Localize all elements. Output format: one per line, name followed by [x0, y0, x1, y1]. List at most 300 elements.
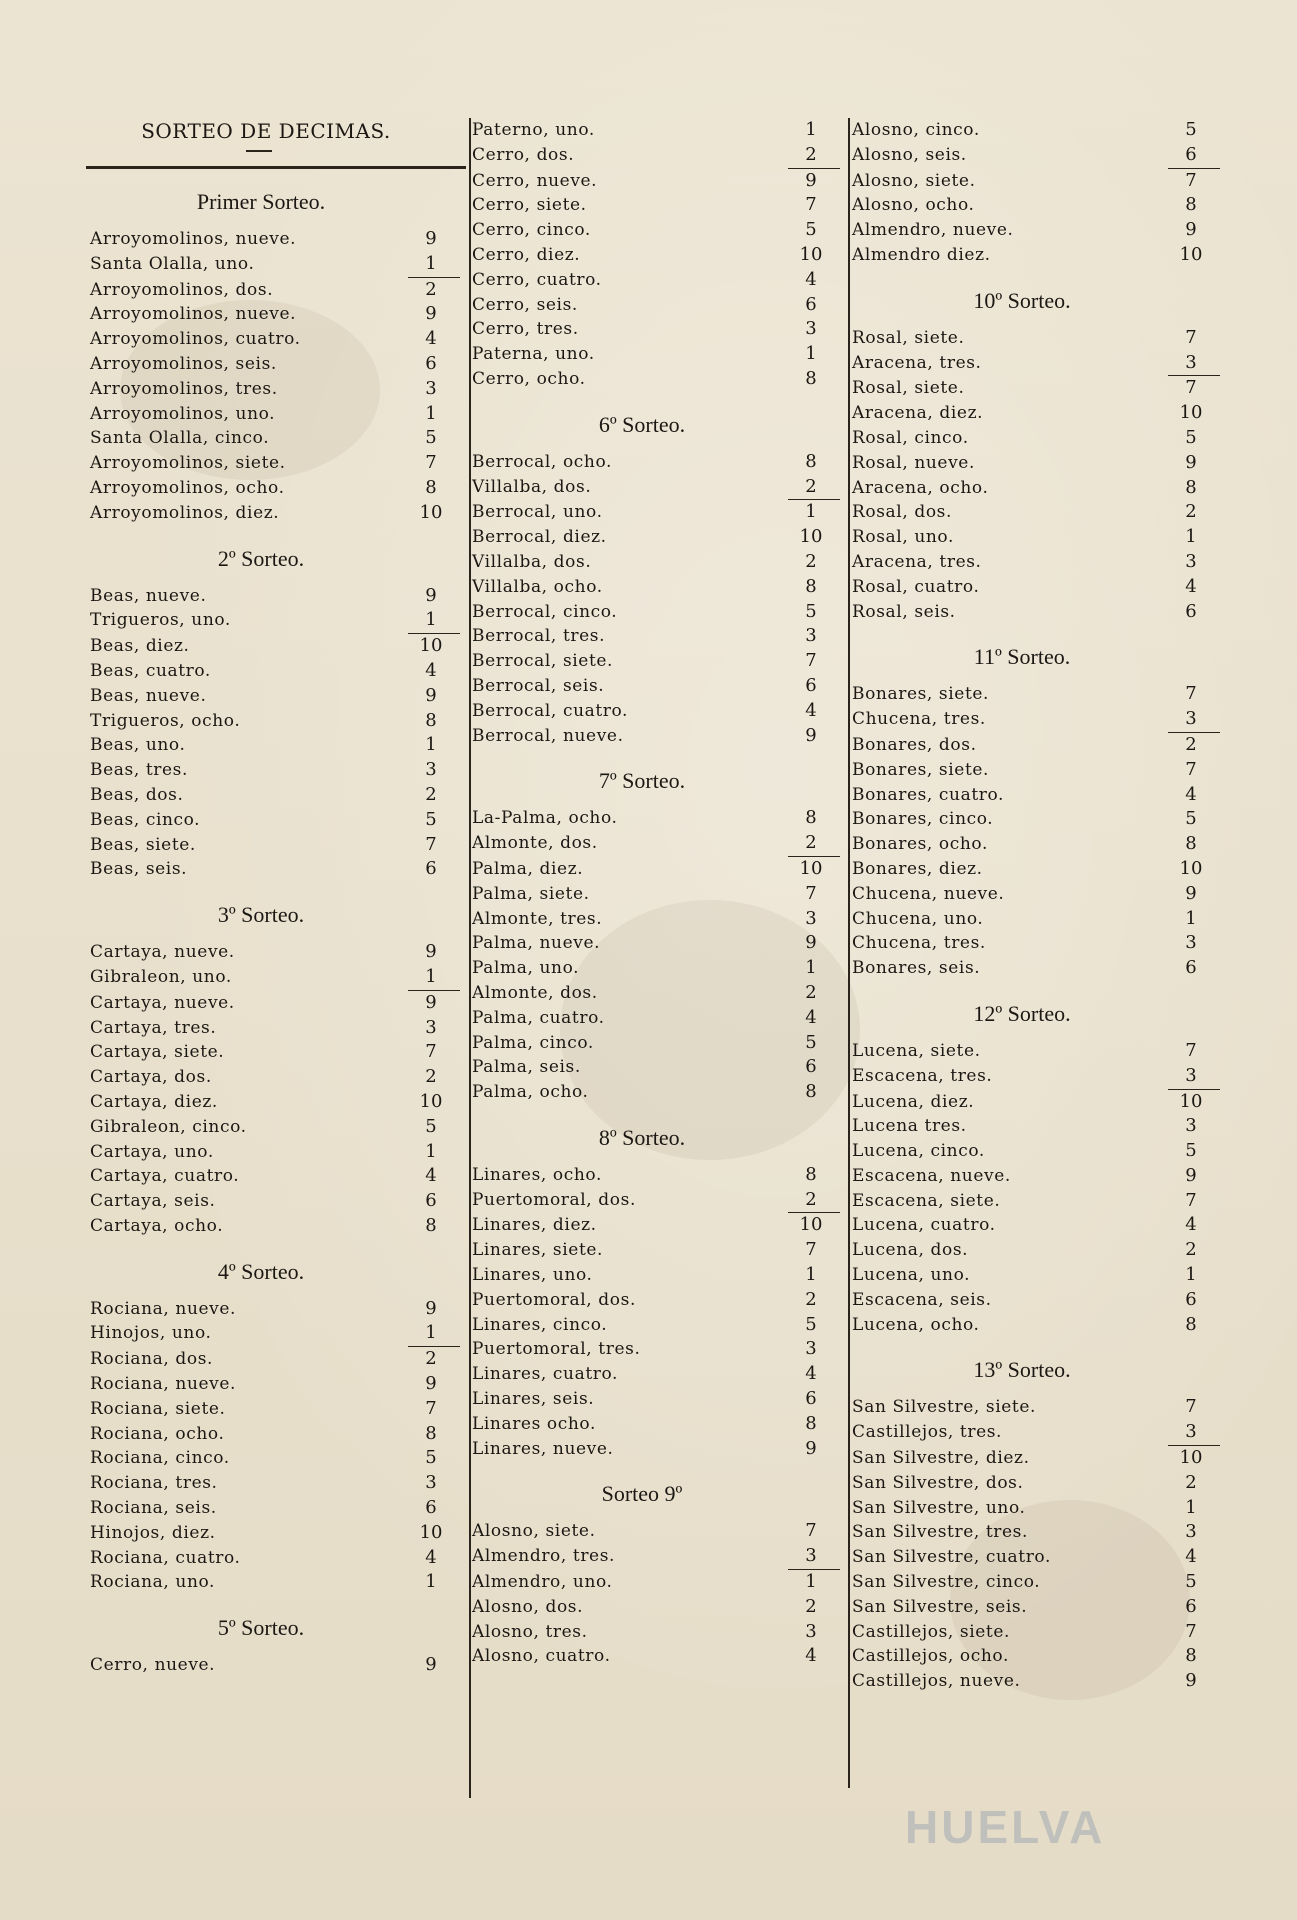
decima-number: 3 — [1185, 932, 1197, 954]
town-decima-label: Castillejos, ocho. — [852, 1646, 1009, 1667]
lottery-row — [472, 193, 842, 218]
lottery-row — [90, 940, 462, 965]
town-decima-label: Hinojos, diez. — [90, 1522, 216, 1543]
decima-number: 8 — [1185, 1645, 1197, 1667]
lottery-row — [852, 1471, 1222, 1496]
town-decima-label: Almendro, nueve. — [852, 220, 1014, 241]
lottery-row — [852, 243, 1222, 268]
town-decima-label: Rosal, cuatro. — [852, 576, 980, 597]
decima-number: 8 — [805, 450, 817, 472]
town-decima-label: San Silvestre, cinco. — [852, 1572, 1041, 1593]
town-decima-label: Cerro, ocho. — [472, 368, 586, 389]
title-rule — [86, 166, 466, 177]
lottery-row — [90, 1653, 462, 1678]
lottery-row — [90, 1546, 462, 1571]
decima-number: 9 — [425, 228, 437, 249]
town-decima-label: San Silvestre, seis. — [852, 1596, 1028, 1617]
lottery-row — [852, 218, 1222, 243]
decima-number: 4 — [425, 659, 437, 681]
lottery-row — [472, 831, 842, 856]
decima-number: 3 — [1185, 708, 1197, 730]
lottery-row — [472, 475, 842, 500]
decima-number: 1 — [425, 1140, 437, 1162]
town-decima-label: Chucena, tres. — [852, 933, 986, 954]
town-decima-label: Almendro, tres. — [472, 1546, 616, 1567]
decima-number: 9 — [425, 1654, 437, 1676]
decima-number: 6 — [1185, 957, 1197, 979]
lottery-row — [472, 931, 842, 956]
lottery-row — [472, 499, 842, 525]
decima-number: 2 — [1185, 1471, 1197, 1493]
town-decima-label: Rociana, cinco. — [90, 1448, 230, 1469]
section-gap — [472, 392, 842, 400]
lottery-row — [472, 1620, 842, 1645]
lottery-row — [852, 807, 1222, 832]
lottery-row — [472, 600, 842, 625]
town-decima-label: Cerro, dos. — [472, 144, 575, 165]
decima-number: 6 — [1185, 143, 1197, 165]
lottery-row — [472, 1263, 842, 1288]
sorteo-heading: 2º Sorteo. — [217, 545, 305, 571]
lottery-row — [852, 1644, 1222, 1669]
lottery-row — [90, 402, 462, 427]
decima-number: 5 — [1185, 1140, 1197, 1162]
town-decima-label: Almonte, tres. — [472, 908, 603, 929]
lottery-row — [852, 351, 1222, 376]
decima-number: 1 — [805, 343, 817, 365]
decima-number: 10 — [1179, 1447, 1203, 1469]
lottery-row — [852, 426, 1222, 451]
section-gap — [90, 882, 462, 890]
town-decima-label: Puertomoral, dos. — [472, 1189, 636, 1210]
town-decima-label: Alosno, ocho. — [852, 195, 975, 216]
town-decima-label: San Silvestre, siete. — [852, 1397, 1036, 1418]
lottery-row — [472, 1644, 842, 1669]
decima-number: 8 — [805, 1412, 817, 1434]
decima-number: 7 — [425, 452, 437, 474]
decima-number: 4 — [1185, 1546, 1197, 1568]
town-decima-label: Arroyomolinos, nueve. — [90, 229, 297, 249]
column-rule-2 — [848, 118, 850, 1788]
lottery-row — [852, 857, 1222, 882]
town-decima-label: Cartaya, dos. — [90, 1067, 212, 1088]
decima-number: 7 — [1185, 326, 1197, 348]
town-decima-label: Puertomoral, tres. — [472, 1339, 641, 1360]
town-decima-label: Cerro, nueve. — [472, 170, 598, 191]
town-decima-label: Almonte, dos. — [472, 982, 598, 1003]
lottery-row — [852, 1520, 1222, 1545]
decima-number: 9 — [805, 1437, 817, 1459]
lottery-row — [90, 1040, 462, 1065]
decima-number: 7 — [805, 882, 817, 904]
decima-number: 3 — [805, 907, 817, 929]
town-decima-label: Beas, cinco. — [90, 809, 201, 830]
town-decima-label: Arroyomolinos, nueve. — [90, 304, 297, 325]
decima-number: 6 — [425, 1190, 437, 1212]
lottery-row — [472, 1519, 842, 1544]
lottery-row — [852, 956, 1222, 981]
town-decima-label: Cerro, diez. — [472, 244, 581, 265]
decima-number: 9 — [425, 584, 437, 606]
lottery-row — [472, 1595, 842, 1620]
lottery-row — [90, 1115, 462, 1140]
decima-number: 1 — [425, 402, 437, 424]
town-decima-label: Bonares, siete. — [852, 759, 990, 780]
lottery-row — [852, 525, 1222, 550]
decima-number: 6 — [1185, 1288, 1197, 1310]
town-decima-label: Cartaya, nueve. — [90, 942, 235, 963]
decima-number: 4 — [805, 699, 817, 721]
lottery-row — [472, 956, 842, 981]
decima-number: 8 — [425, 709, 437, 731]
decima-number: 2 — [805, 475, 817, 497]
decima-number: 5 — [805, 219, 817, 241]
lottery-row — [472, 1031, 842, 1056]
decima-number: 1 — [425, 609, 437, 631]
section-gap — [90, 1678, 462, 1686]
decima-number: 9 — [425, 941, 437, 963]
decima-number: 4 — [425, 1546, 437, 1568]
decima-number: 7 — [1185, 683, 1197, 705]
decima-number: 6 — [805, 674, 817, 696]
lottery-row — [90, 277, 462, 303]
column-rule-1 — [469, 118, 471, 1798]
town-decima-label: Paterna, uno. — [472, 344, 595, 365]
town-decima-label: Berrocal, cuatro. — [472, 700, 629, 721]
sorteo-heading: 11º Sorteo. — [973, 644, 1071, 670]
town-decima-label: Trigueros, ocho. — [90, 710, 241, 731]
lottery-row — [90, 1164, 462, 1189]
town-decima-label: Cartaya, tres. — [90, 1017, 217, 1038]
town-decima-label: Bonares, siete. — [852, 684, 990, 705]
town-decima-label: Rosal, siete. — [852, 327, 965, 348]
lottery-row — [852, 1570, 1222, 1595]
lottery-row — [852, 1395, 1222, 1420]
decima-number: 6 — [1185, 1595, 1197, 1617]
lottery-row — [90, 1397, 462, 1422]
lottery-row — [472, 268, 842, 293]
decima-number: 10 — [1179, 1090, 1203, 1112]
lottery-row — [472, 218, 842, 243]
lottery-row — [472, 1437, 842, 1462]
town-decima-label: Hinojos, uno. — [90, 1323, 212, 1344]
town-decima-label: Linares, ocho. — [472, 1164, 602, 1185]
lottery-row — [852, 1263, 1222, 1288]
decima-number: 10 — [799, 857, 823, 879]
decima-number: 1 — [425, 1571, 437, 1593]
decima-number: 4 — [805, 1645, 817, 1667]
town-decima-label: Rociana, seis. — [90, 1498, 217, 1519]
lottery-row — [852, 500, 1222, 525]
lottery-row — [852, 1139, 1222, 1164]
town-decima-label: Linares, diez. — [472, 1215, 597, 1236]
town-decima-label: Villalba, dos. — [472, 476, 592, 497]
sorteo-heading: 13º Sorteo. — [973, 1357, 1071, 1383]
lottery-row — [90, 758, 462, 783]
town-decima-label: La-Palma, ocho. — [472, 808, 618, 829]
town-decima-label: Lucena, siete. — [852, 1040, 981, 1061]
town-decima-label: Arroyomolinos, seis. — [90, 353, 277, 374]
decima-number: 7 — [1185, 1189, 1197, 1211]
decima-number: 4 — [805, 1363, 817, 1385]
decima-number: 5 — [805, 600, 817, 622]
decima-number: 8 — [425, 1422, 437, 1444]
lottery-row — [472, 525, 842, 550]
town-decima-label: Cerro, tres. — [472, 319, 579, 340]
town-decima-label: Bonares, seis. — [852, 958, 981, 979]
town-decima-label: Aracena, tres. — [852, 352, 982, 373]
town-decima-label: Berrocal, siete. — [472, 651, 614, 672]
decima-number: 3 — [805, 1545, 817, 1567]
lottery-row — [472, 168, 842, 194]
decima-number: 3 — [425, 759, 437, 781]
lottery-row — [472, 1387, 842, 1412]
page-title: SORTEO DE DECIMAS. — [141, 119, 391, 143]
decima-number: 2 — [425, 783, 437, 805]
decima-number: 2 — [425, 278, 437, 300]
lottery-row — [852, 1313, 1222, 1338]
town-decima-label: Linares, seis. — [472, 1389, 595, 1410]
decima-number: 3 — [805, 625, 817, 647]
decima-number: 1 — [1185, 907, 1197, 929]
sorteo-heading: 8º Sorteo. — [598, 1124, 686, 1150]
town-decima-label: Beas, nueve. — [90, 685, 207, 706]
town-decima-label: Chucena, tres. — [852, 709, 986, 730]
sorteo-heading: 12º Sorteo. — [973, 1000, 1071, 1026]
lottery-row — [90, 584, 462, 609]
lottery-row — [852, 1064, 1222, 1089]
decima-number: 10 — [419, 1521, 443, 1543]
town-decima-label: Escacena, tres. — [852, 1065, 993, 1086]
decima-number: 10 — [799, 243, 823, 265]
lottery-row — [472, 1362, 842, 1387]
town-decima-label: Aracena, ocho. — [852, 477, 989, 498]
lottery-row — [90, 451, 462, 476]
town-decima-label: Beas, uno. — [90, 735, 186, 756]
decima-number: 2 — [805, 143, 817, 165]
lottery-row — [90, 659, 462, 684]
town-decima-label: Linares, siete. — [472, 1240, 604, 1261]
section-gap — [90, 1239, 462, 1247]
lottery-row — [472, 882, 842, 907]
sorteo-heading: 4º Sorteo. — [217, 1258, 305, 1284]
lottery-row — [90, 1214, 462, 1239]
lottery-row — [90, 965, 462, 990]
lottery-row — [472, 293, 842, 318]
decima-number: 5 — [425, 1115, 437, 1137]
town-decima-label: Alosno, cinco. — [852, 120, 980, 140]
town-decima-label: Lucena, ocho. — [852, 1314, 980, 1335]
town-decima-label: Chucena, nueve. — [852, 883, 1005, 904]
decima-number: 3 — [1185, 1521, 1197, 1543]
decima-number: 2 — [805, 832, 817, 854]
decima-number: 8 — [805, 575, 817, 597]
town-decima-label: Almonte, dos. — [472, 833, 598, 854]
town-decima-label: Alosno, cuatro. — [472, 1646, 611, 1667]
section-gap — [472, 1669, 842, 1677]
decima-number: 9 — [1185, 219, 1197, 241]
lottery-row — [90, 1446, 462, 1471]
decima-number: 6 — [1185, 600, 1197, 622]
town-decima-label: Arroyomolinos, siete. — [90, 453, 286, 474]
decima-number: 2 — [805, 1595, 817, 1617]
town-decima-label: Rosal, siete. — [852, 378, 965, 399]
town-decima-label: Alosno, dos. — [472, 1596, 584, 1617]
town-decima-label: Lucena, cinco. — [852, 1141, 985, 1162]
town-decima-label: Berrocal, nueve. — [472, 725, 624, 746]
sorteo-heading: 5º Sorteo. — [217, 1615, 305, 1641]
lottery-row — [90, 1372, 462, 1397]
lottery-row — [472, 1006, 842, 1031]
town-decima-label: Cerro, siete. — [472, 195, 587, 216]
town-decima-label: Berrocal, cinco. — [472, 601, 618, 622]
town-decima-label: Cartaya, siete. — [90, 1042, 225, 1063]
decima-number: 1 — [425, 252, 437, 274]
decima-number: 2 — [425, 1348, 437, 1370]
decima-number: 4 — [1185, 1214, 1197, 1236]
lottery-row — [472, 317, 842, 342]
decima-number: 1 — [1185, 526, 1197, 548]
lottery-row — [90, 227, 462, 252]
town-decima-label: Cartaya, cuatro. — [90, 1166, 240, 1187]
town-decima-label: Cartaya, nueve. — [90, 992, 235, 1013]
decima-number: 3 — [805, 1338, 817, 1360]
decima-number: 8 — [1185, 476, 1197, 498]
decima-number: 6 — [425, 858, 437, 880]
town-decima-label: Almendro diez. — [852, 244, 991, 265]
town-decima-label: Santa Olalla, uno. — [90, 253, 255, 274]
decima-number: 6 — [805, 1388, 817, 1410]
decima-number: 3 — [805, 318, 817, 340]
town-decima-label: Cartaya, seis. — [90, 1191, 216, 1212]
lottery-row — [472, 367, 842, 392]
town-decima-label: Arroyomolinos, uno. — [90, 403, 276, 424]
lottery-row — [472, 856, 842, 882]
lottery-row — [472, 1313, 842, 1338]
lottery-row — [90, 252, 462, 277]
decima-number: 9 — [805, 932, 817, 954]
lottery-row — [472, 724, 842, 749]
decima-number: 7 — [1185, 377, 1197, 399]
decima-number: 1 — [425, 1322, 437, 1344]
sorteo-heading: 6º Sorteo. — [598, 411, 686, 437]
decima-number: 6 — [425, 1497, 437, 1519]
decima-number: 9 — [805, 724, 817, 746]
decima-number: 10 — [799, 1214, 823, 1236]
section-gap — [472, 1105, 842, 1113]
town-decima-label: Escacena, siete. — [852, 1190, 1001, 1211]
town-decima-label: Beas, diez. — [90, 636, 190, 657]
lottery-row — [852, 931, 1222, 956]
decima-number: 1 — [805, 957, 817, 979]
lottery-row — [472, 1055, 842, 1080]
lottery-row — [472, 981, 842, 1006]
lottery-row — [90, 733, 462, 758]
decima-number: 4 — [1185, 575, 1197, 597]
town-decima-label: Castillejos, nueve. — [852, 1671, 1021, 1692]
lottery-row — [852, 118, 1222, 143]
town-decima-label: Bonares, cinco. — [852, 809, 994, 830]
town-decima-label: Lucena, cuatro. — [852, 1215, 996, 1236]
lottery-row — [852, 143, 1222, 168]
town-decima-label: Rociana, ocho. — [90, 1423, 225, 1444]
town-decima-label: Villalba, dos. — [472, 551, 592, 572]
town-decima-label: Rociana, cuatro. — [90, 1547, 241, 1568]
lottery-row — [852, 758, 1222, 783]
town-decima-label: Lucena, diez. — [852, 1091, 975, 1112]
column-1 — [90, 118, 462, 1686]
lottery-row — [852, 1189, 1222, 1214]
decima-number: 9 — [425, 991, 437, 1013]
town-decima-label: Palma, nueve. — [472, 933, 601, 954]
town-decima-label: Cerro, cinco. — [472, 220, 591, 241]
decima-number: 3 — [1185, 1115, 1197, 1137]
lottery-row — [852, 1238, 1222, 1263]
decima-number: 6 — [805, 293, 817, 315]
decima-number: 5 — [1185, 808, 1197, 830]
town-decima-label: Rosal, cinco. — [852, 427, 969, 448]
decima-number: 5 — [805, 1313, 817, 1335]
town-decima-label: Palma, siete. — [472, 883, 590, 904]
decima-number: 5 — [1185, 119, 1197, 140]
decima-number: 10 — [1179, 402, 1203, 424]
town-decima-label: Beas, cuatro. — [90, 660, 211, 681]
town-decima-label: Villalba, ocho. — [472, 576, 603, 597]
lottery-row — [90, 1065, 462, 1090]
town-decima-label: Palma, cinco. — [472, 1032, 594, 1053]
decima-number: 7 — [805, 194, 817, 216]
lottery-row — [852, 1420, 1222, 1445]
decima-number: 1 — [425, 965, 437, 987]
town-decima-label: Gibraleon, uno. — [90, 966, 232, 987]
decima-number: 4 — [805, 268, 817, 290]
section-gap — [852, 1694, 1222, 1702]
decima-number: 1 — [805, 1571, 817, 1593]
town-decima-label: Arroyomolinos, cuatro. — [90, 329, 301, 350]
decima-number: 5 — [425, 427, 437, 449]
decima-number: 9 — [1185, 882, 1197, 904]
town-decima-label: Puertomoral, dos. — [472, 1289, 636, 1310]
town-decima-label: Linares, cinco. — [472, 1314, 608, 1335]
section-gap — [90, 526, 462, 534]
town-decima-label: Palma, diez. — [472, 858, 584, 879]
lottery-row — [852, 1445, 1222, 1471]
sorteo-heading: Sorteo 9º — [601, 1481, 683, 1507]
lottery-row — [472, 1080, 842, 1105]
decima-number: 7 — [805, 650, 817, 672]
lottery-row — [852, 1039, 1222, 1064]
lottery-row — [472, 1544, 842, 1569]
section-gap — [472, 748, 842, 756]
decima-number: 8 — [1185, 833, 1197, 855]
decima-number: 8 — [805, 1081, 817, 1103]
decima-number: 10 — [419, 635, 443, 657]
town-decima-label: Chucena, uno. — [852, 908, 984, 929]
lottery-row — [472, 649, 842, 674]
lottery-row — [852, 168, 1222, 194]
lottery-row — [852, 1669, 1222, 1694]
lottery-row — [90, 476, 462, 501]
decima-number: 1 — [805, 1264, 817, 1286]
lottery-row — [90, 327, 462, 352]
decima-number: 7 — [1185, 169, 1197, 191]
decima-number: 9 — [1185, 1670, 1197, 1692]
decima-number: 10 — [799, 526, 823, 548]
lottery-row — [90, 302, 462, 327]
town-decima-label: Alosno, seis. — [852, 144, 967, 165]
lottery-row — [852, 600, 1222, 625]
decima-number: 9 — [1185, 451, 1197, 473]
